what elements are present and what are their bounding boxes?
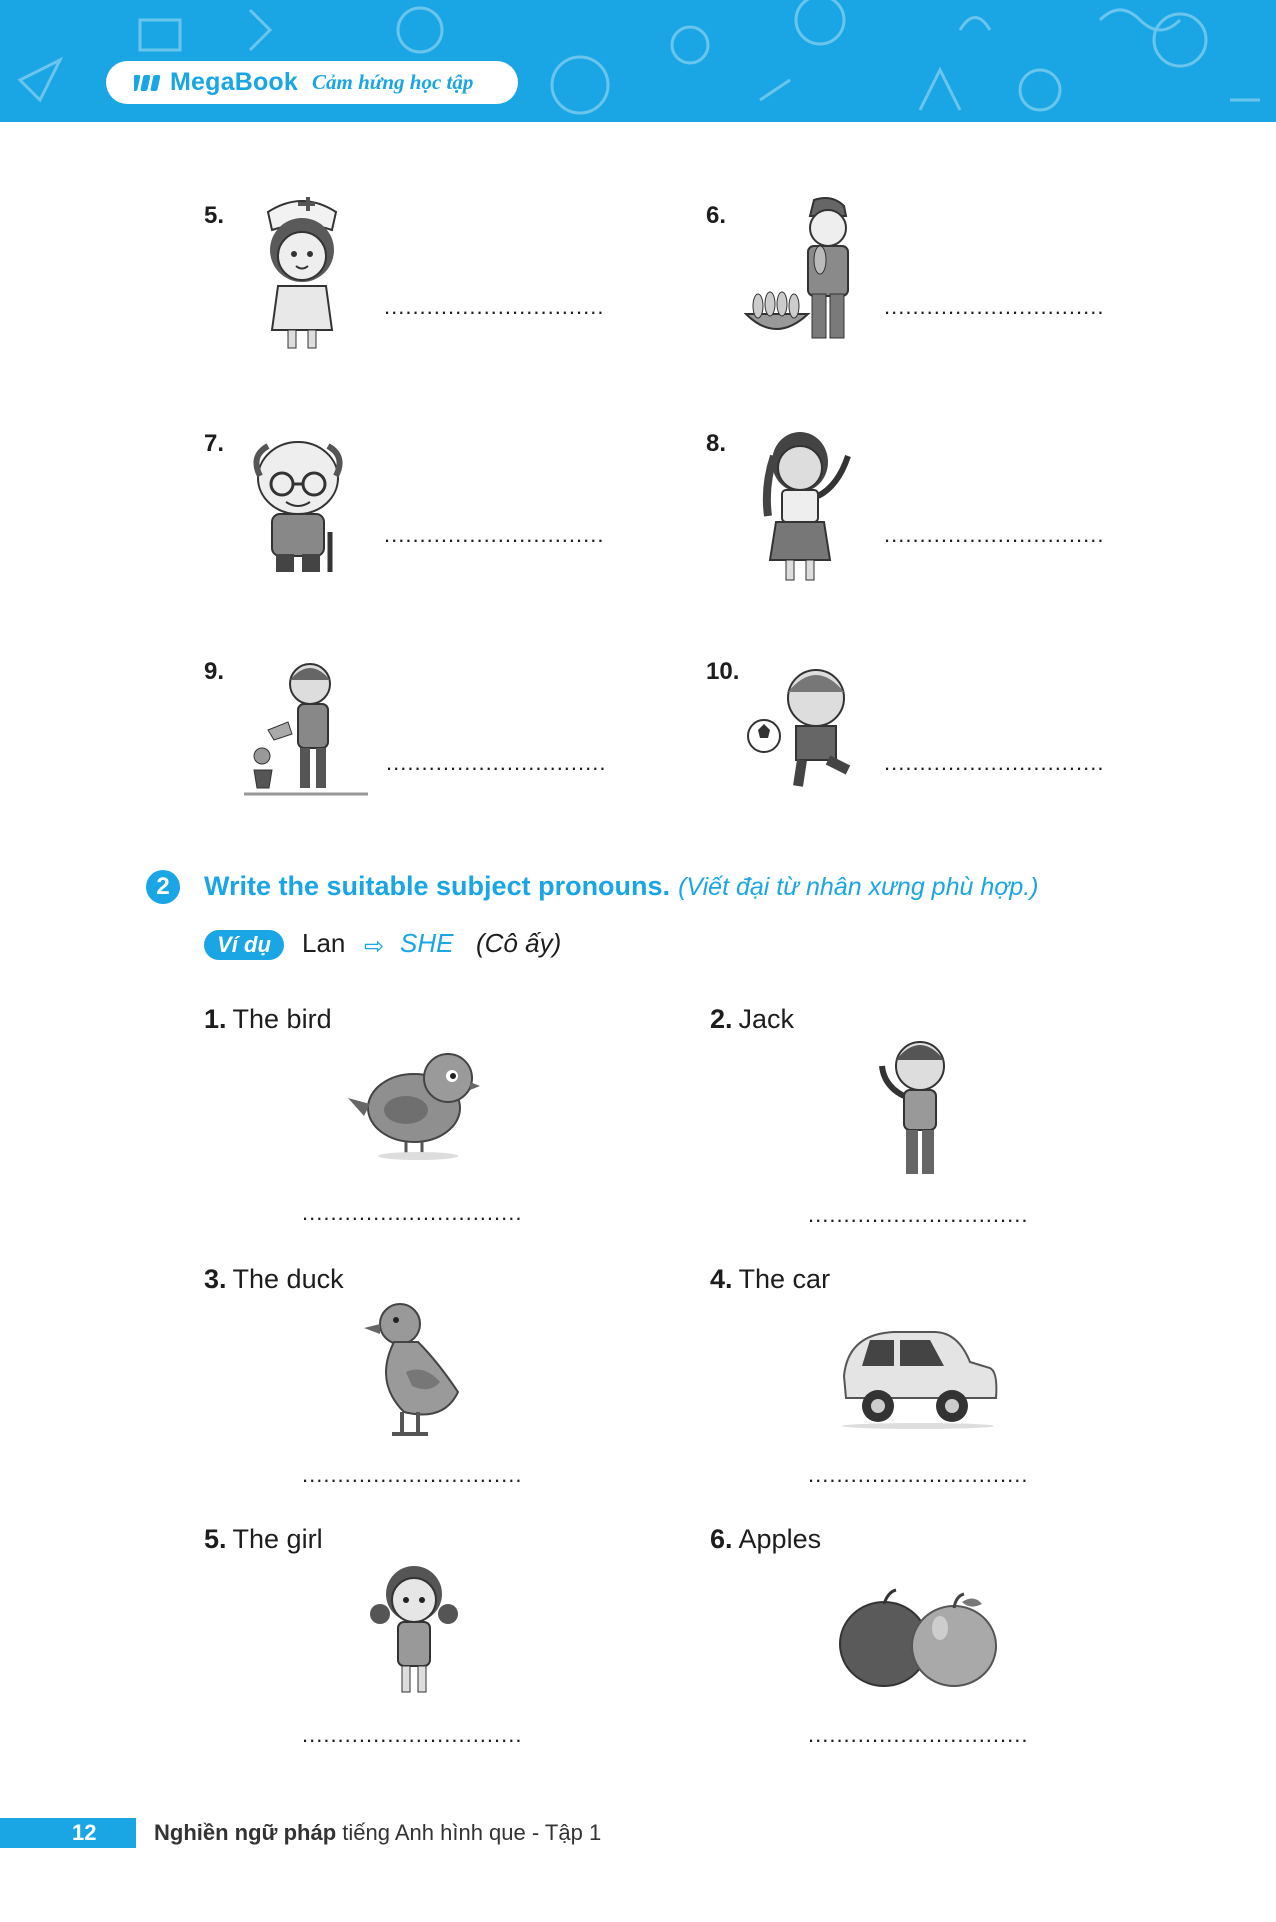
farmer-icon bbox=[744, 194, 868, 350]
section-number-badge: 2 bbox=[146, 870, 180, 904]
ex2-item-text: The duck bbox=[232, 1264, 344, 1294]
ex2-item-number: 2. bbox=[710, 1004, 733, 1034]
ex1-answer-line[interactable]: ............................... bbox=[884, 294, 1105, 319]
ex2-item-number: 3. bbox=[204, 1264, 227, 1294]
ex1-answer-line[interactable]: ............................... bbox=[384, 522, 605, 547]
right-arrow-icon: ⇨ bbox=[364, 933, 385, 960]
example-translation: (Cô ấy) bbox=[476, 928, 562, 958]
old-man-icon bbox=[246, 436, 350, 576]
ex2-item-text: The car bbox=[738, 1264, 831, 1294]
bird-icon bbox=[348, 1048, 480, 1160]
example-word: Lan bbox=[302, 928, 346, 958]
ex2-item-number: 4. bbox=[710, 1264, 733, 1294]
apples-icon bbox=[836, 1588, 1000, 1690]
footer-title-rest: tiếng Anh hình que - Tập 1 bbox=[342, 1820, 602, 1845]
brand-pill bbox=[106, 61, 518, 104]
megabook-logo-icon bbox=[134, 73, 166, 93]
ex2-item bbox=[204, 1524, 323, 1555]
girl-waving-icon bbox=[756, 426, 860, 588]
ex1-item-number: 8. bbox=[706, 430, 727, 457]
ex2-item bbox=[710, 1004, 794, 1035]
ex2-item-text: The girl bbox=[232, 1524, 323, 1554]
page-number: 12 bbox=[72, 1820, 97, 1845]
ex2-answer-line[interactable]: ............................... bbox=[808, 1202, 1029, 1227]
ex2-item-number: 1. bbox=[204, 1004, 227, 1034]
ex2-item bbox=[710, 1524, 821, 1555]
ex2-item-text: Jack bbox=[738, 1004, 795, 1034]
ex2-answer-line[interactable]: ............................... bbox=[302, 1200, 523, 1225]
ex2-item bbox=[710, 1264, 830, 1295]
example-badge: Ví dụ bbox=[204, 930, 284, 960]
car-icon bbox=[838, 1326, 998, 1430]
boy-kicking-ball-icon bbox=[746, 664, 858, 794]
ex1-answer-line[interactable]: ............................... bbox=[884, 522, 1105, 547]
nurse-icon bbox=[258, 190, 346, 352]
ex2-answer-line[interactable]: ............................... bbox=[302, 1462, 523, 1487]
section-title bbox=[204, 871, 1039, 902]
footer-title-bold: Nghiền ngữ pháp bbox=[154, 1820, 337, 1845]
ex2-item-number: 6. bbox=[710, 1524, 733, 1554]
section-title-text: Write the suitable subject pronouns. bbox=[204, 871, 671, 901]
girl-watering-flower-icon bbox=[244, 660, 368, 800]
ex2-item-text: Apples bbox=[738, 1524, 822, 1554]
brand-tagline: Cảm hứng học tập bbox=[312, 70, 474, 94]
ex2-item bbox=[204, 1004, 332, 1035]
ex1-answer-line[interactable]: ............................... bbox=[384, 294, 605, 319]
ex1-item-number: 10. bbox=[706, 658, 740, 685]
ex2-item bbox=[204, 1264, 344, 1295]
girl-icon bbox=[368, 1558, 460, 1700]
footer-book-title bbox=[154, 1820, 601, 1846]
ex1-answer-line[interactable]: ............................... bbox=[884, 750, 1105, 775]
header-banner bbox=[0, 0, 1276, 122]
ex1-answer-line[interactable]: ............................... bbox=[386, 750, 607, 775]
ex2-answer-line[interactable]: ............................... bbox=[808, 1462, 1029, 1487]
brand-name: MegaBook bbox=[170, 68, 299, 96]
footer-page-bar bbox=[0, 1818, 136, 1848]
section-title-note: (Viết đại từ nhân xưng phù hợp.) bbox=[678, 873, 1039, 901]
ex1-item-number: 6. bbox=[706, 202, 727, 229]
ex1-item-number: 7. bbox=[204, 430, 225, 457]
duck-icon bbox=[362, 1298, 462, 1442]
ex2-item-number: 5. bbox=[204, 1524, 227, 1554]
ex2-answer-line[interactable]: ............................... bbox=[302, 1722, 523, 1747]
example-answer: SHE bbox=[400, 928, 454, 958]
boy-icon bbox=[874, 1036, 958, 1184]
ex1-item-number: 5. bbox=[204, 202, 225, 229]
ex2-item-text: The bird bbox=[232, 1004, 332, 1034]
ex1-item-number: 9. bbox=[204, 658, 225, 685]
ex2-answer-line[interactable]: ............................... bbox=[808, 1722, 1029, 1747]
